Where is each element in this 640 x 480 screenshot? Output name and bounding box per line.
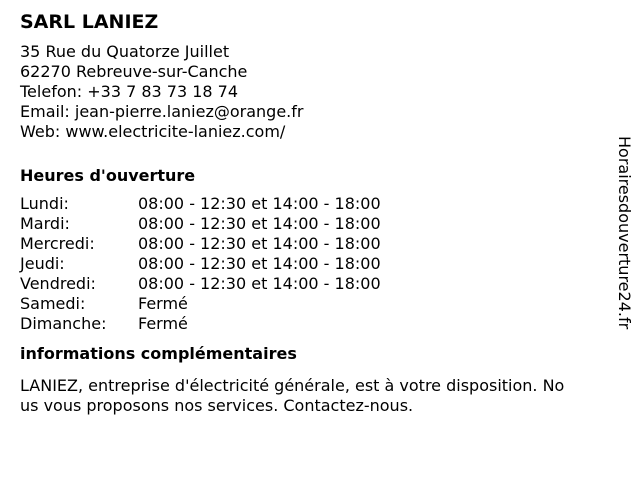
- phone-line: Telefon: +33 7 83 73 18 74: [20, 82, 239, 101]
- hours-row-friday: [20, 274, 580, 294]
- business-card: [20, 10, 580, 416]
- day-hours: 08:00 - 12:30 et 14:00 - 18:00: [138, 274, 381, 293]
- day-hours: 08:00 - 12:30 et 14:00 - 18:00: [138, 234, 381, 253]
- hours-row-sunday: [20, 314, 580, 334]
- info-text: LANIEZ, entreprise d'électricité générale, est à votre disposition. Nous vous proposons nos services. Contactez-nous.: [20, 376, 565, 415]
- day-label: Mardi:: [20, 214, 70, 233]
- hours-table: [20, 194, 580, 334]
- day-label: Lundi:: [20, 194, 69, 213]
- hours-row-saturday: [20, 294, 580, 314]
- day-label: Vendredi:: [20, 274, 96, 293]
- address-city: 62270 Rebreuve-sur-Canche: [20, 62, 248, 81]
- day-label: Samedi:: [20, 294, 86, 313]
- hours-row-tuesday: [20, 214, 580, 234]
- address-street: 35 Rue du Quatorze Juillet: [20, 42, 230, 61]
- day-label: Mercredi:: [20, 234, 95, 253]
- hours-title: Heures d'ouverture: [20, 166, 196, 185]
- day-hours: Fermé: [138, 294, 188, 313]
- contact-block: [20, 42, 580, 142]
- day-hours: 08:00 - 12:30 et 14:00 - 18:00: [138, 214, 381, 233]
- hours-row-monday: [20, 194, 580, 214]
- day-hours: 08:00 - 12:30 et 14:00 - 18:00: [138, 194, 381, 213]
- email-line: Email: jean-pierre.laniez@orange.fr: [20, 102, 304, 121]
- web-line: Web: www.electricite-laniez.com/: [20, 122, 286, 141]
- hours-row-thursday: [20, 254, 580, 274]
- day-label: Jeudi:: [20, 254, 65, 273]
- day-hours: 08:00 - 12:30 et 14:00 - 18:00: [138, 254, 381, 273]
- hours-row-wednesday: [20, 234, 580, 254]
- business-name: SARL LANIEZ: [20, 11, 159, 33]
- info-title: informations complémentaires: [20, 344, 297, 363]
- site-watermark: Horairesdouverture24.fr: [615, 136, 634, 330]
- day-hours: Fermé: [138, 314, 188, 333]
- day-label: Dimanche:: [20, 314, 107, 333]
